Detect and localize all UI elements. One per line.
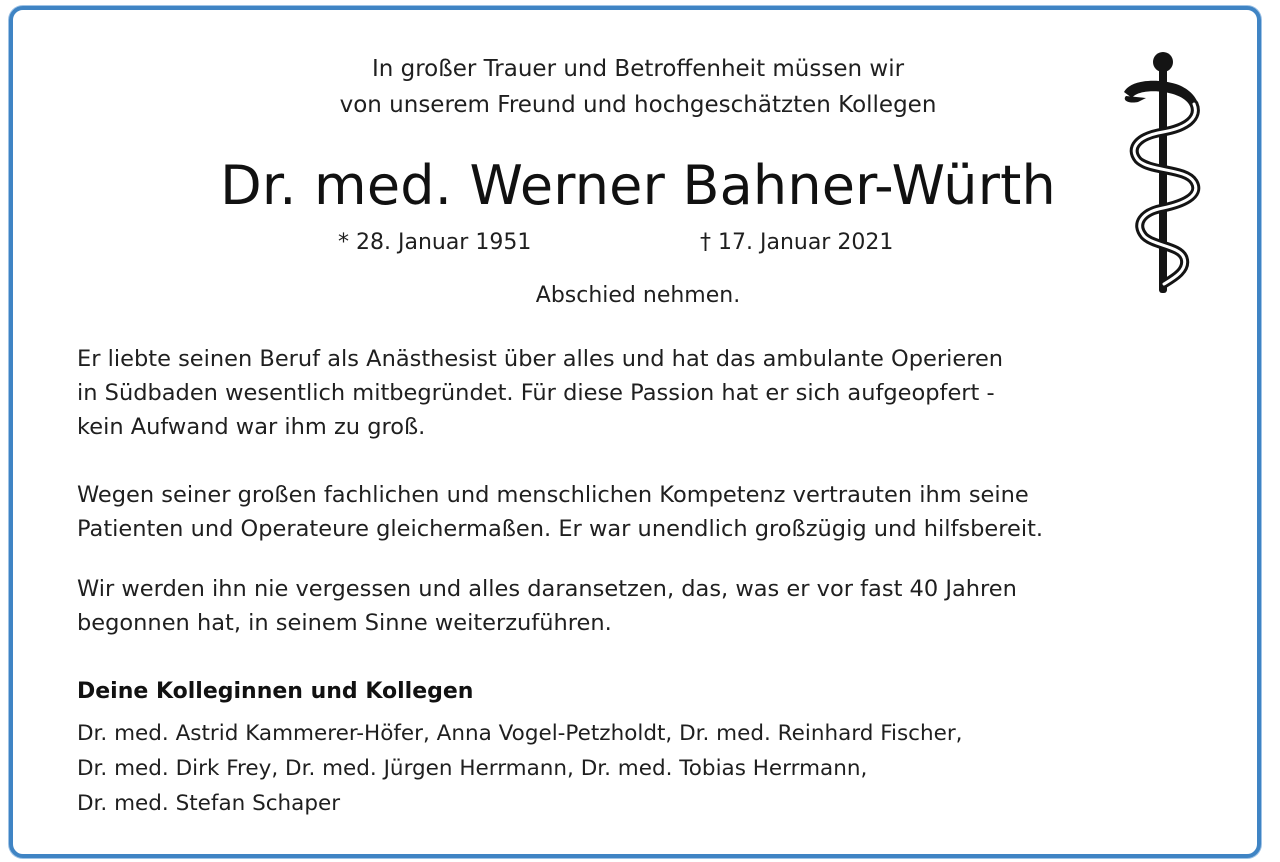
paragraph-line: kein Aufwand war ihm zu groß. [77, 414, 426, 440]
paragraph-line: in Südbaden wesentlich mitbegründet. Für diese Passion hat er sich aufgeopfert - [77, 380, 995, 406]
paragraph-line: begonnen hat, in seinem Sinne weiterzuführen. [77, 610, 612, 636]
signature-line: Dr. med. Astrid Kammerer-Höfer, Anna Vogel-Petzholdt, Dr. med. Reinhard Fischer, [77, 721, 963, 746]
intro-line-1: In großer Trauer und Betroffenheit müssen wir [371, 56, 905, 82]
paragraph-line: Wir werden ihn nie vergessen und alles daransetzen, das, was er vor fast 40 Jahren [77, 576, 1017, 602]
farewell-text: Abschied nehmen. [535, 283, 741, 308]
signature-line: Dr. med. Dirk Frey, Dr. med. Jürgen Herrmann, Dr. med. Tobias Herrmann, [77, 756, 868, 781]
birth-date: * 28. Januar 1951 [338, 230, 532, 255]
paragraph-profession [77, 342, 1237, 444]
paragraph-legacy [77, 572, 1237, 640]
death-date: † 17. Januar 2021 [700, 230, 894, 255]
paragraph-line: Patienten und Operateure gleichermaßen. Er war unendlich großzügig und hilfsbereit. [77, 516, 1044, 542]
paragraph-line: Wegen seiner großen fachlichen und menschlichen Kompetenz vertrauten ihm seine [77, 482, 1029, 508]
deceased-name: Dr. med. Werner Bahner-Würth [220, 154, 1056, 217]
signature-heading: Deine Kolleginnen und Kollegen [77, 679, 474, 704]
paragraph-competence [77, 478, 1237, 546]
paragraph-line: Er liebte seinen Beruf als Anästhesist über alles und hat das ambulante Operieren [77, 346, 1004, 372]
signature-line: Dr. med. Stefan Schaper [77, 791, 341, 816]
rod-of-asclepius-icon [1116, 48, 1208, 298]
signature-names [77, 716, 1217, 821]
intro-line-2: von unserem Freund und hochgeschätzten Kollegen [339, 92, 937, 118]
